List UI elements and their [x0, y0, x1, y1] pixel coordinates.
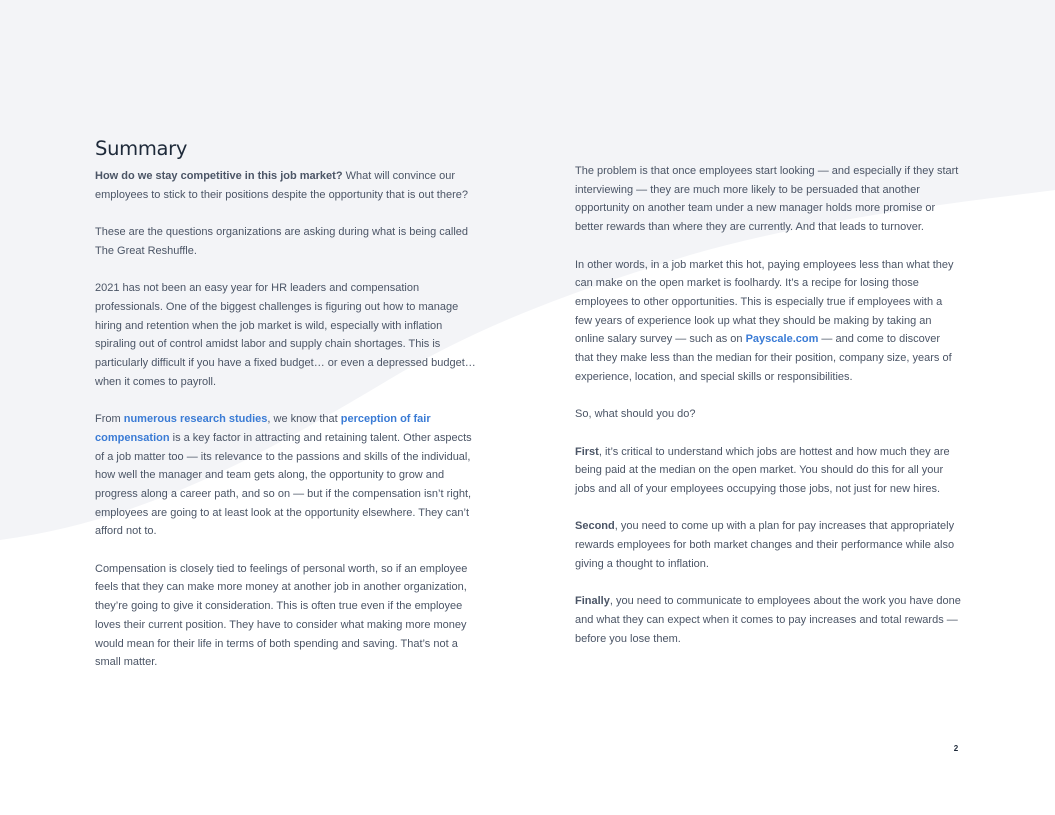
paragraph-what-to-do: So, what should you do? — [575, 408, 696, 421]
payscale-link[interactable]: Payscale.com — [745, 333, 819, 346]
page-number: 2 — [953, 744, 959, 753]
fair-compensation-link[interactable]: perception of fair compensation — [95, 413, 431, 444]
paragraph-finally: Finally, you need to communicate to employees about the work you have done and what they can expect when it comes to pay increases and total rewards — before you lose them. — [575, 595, 961, 645]
paragraph-first: First, it’s critical to understand which jobs are hottest and how much they are being paid at the median on the open market. You should do this for all your jobs and all of your employees occupying those jobs, not just for new hires. — [575, 445, 950, 495]
intro-text: What will convince our employees to stick to their positions despite the opportunity that is out there? — [95, 170, 468, 201]
lead-question: How do we stay competitive in this job market? — [95, 170, 343, 182]
paragraph-personal-worth: Compensation is closely tied to feelings of personal worth, so if an employee feels that they can make more money at another job in another organization, they’re going to give it consideration. This is often true even if the employee loves their current position. They have to consider what making more money would mean for their life in terms of both spending and saving. That’s not a small matter. — [95, 562, 468, 669]
paragraph-job-market: In other words, in a job market this hot, paying employees less than what they can make on the open market is foolhardy. It’s a recipe for losing those employees to other opportunities. This is especially true if employees with a few years of experience look up what they should be making by taking an online salary survey — such as on Payscale.com — and come to discover that they make less than the median for their position, company size, years of experience, location, and special skills or responsibilities. — [575, 258, 954, 383]
paragraph-intro-question — [95, 167, 481, 204]
paragraph-second: Second, you need to come up with a plan for pay increases that appropriately rewards employees for both market changes and their performance while also giving a thought to inflation. — [575, 520, 955, 570]
right-column — [575, 162, 961, 648]
paragraph-turnover: The problem is that once employees start looking — and especially if they start interviewing — they are much more likely to be persuaded that another opportunity on another team under a new manager holds more promise or better rewards than where they are currently. And that leads to turnover. — [575, 165, 959, 234]
page-title: Summary — [95, 137, 188, 160]
first-label: First — [575, 445, 599, 458]
left-column — [95, 167, 481, 672]
finally-label: Finally — [575, 595, 610, 608]
second-label: Second — [575, 520, 615, 533]
paragraph-great-reshuffle: These are the questions organizations are asking during what is being called The Great Reshuffle. — [95, 226, 469, 257]
paragraph-2021-challenges: 2021 has not been an easy year for HR leaders and compensation professionals. One of the biggest challenges is figuring out how to manage hiring and retention when the job market is wild, especially with inflation spiraling out of control amidst labor and supply chain shortages. This is particularly difficult if you have a fixed budget… or even a depressed budget… when it comes to payroll. — [95, 282, 476, 388]
paragraph-research: From numerous research studies, we know that perception of fair compensation is a key factor in attracting and retaining talent. Other aspects of a job matter too — its relevance to the passions and skills of the individual, how well the manager and team gets along, the opportunity to grow and progress along a career path, and so on — but if the compensation isn’t right, employees are going to at least look at the opportunity elsewhere. They can’t afford not to. — [95, 413, 472, 538]
research-studies-link[interactable]: numerous research studies — [123, 413, 268, 426]
